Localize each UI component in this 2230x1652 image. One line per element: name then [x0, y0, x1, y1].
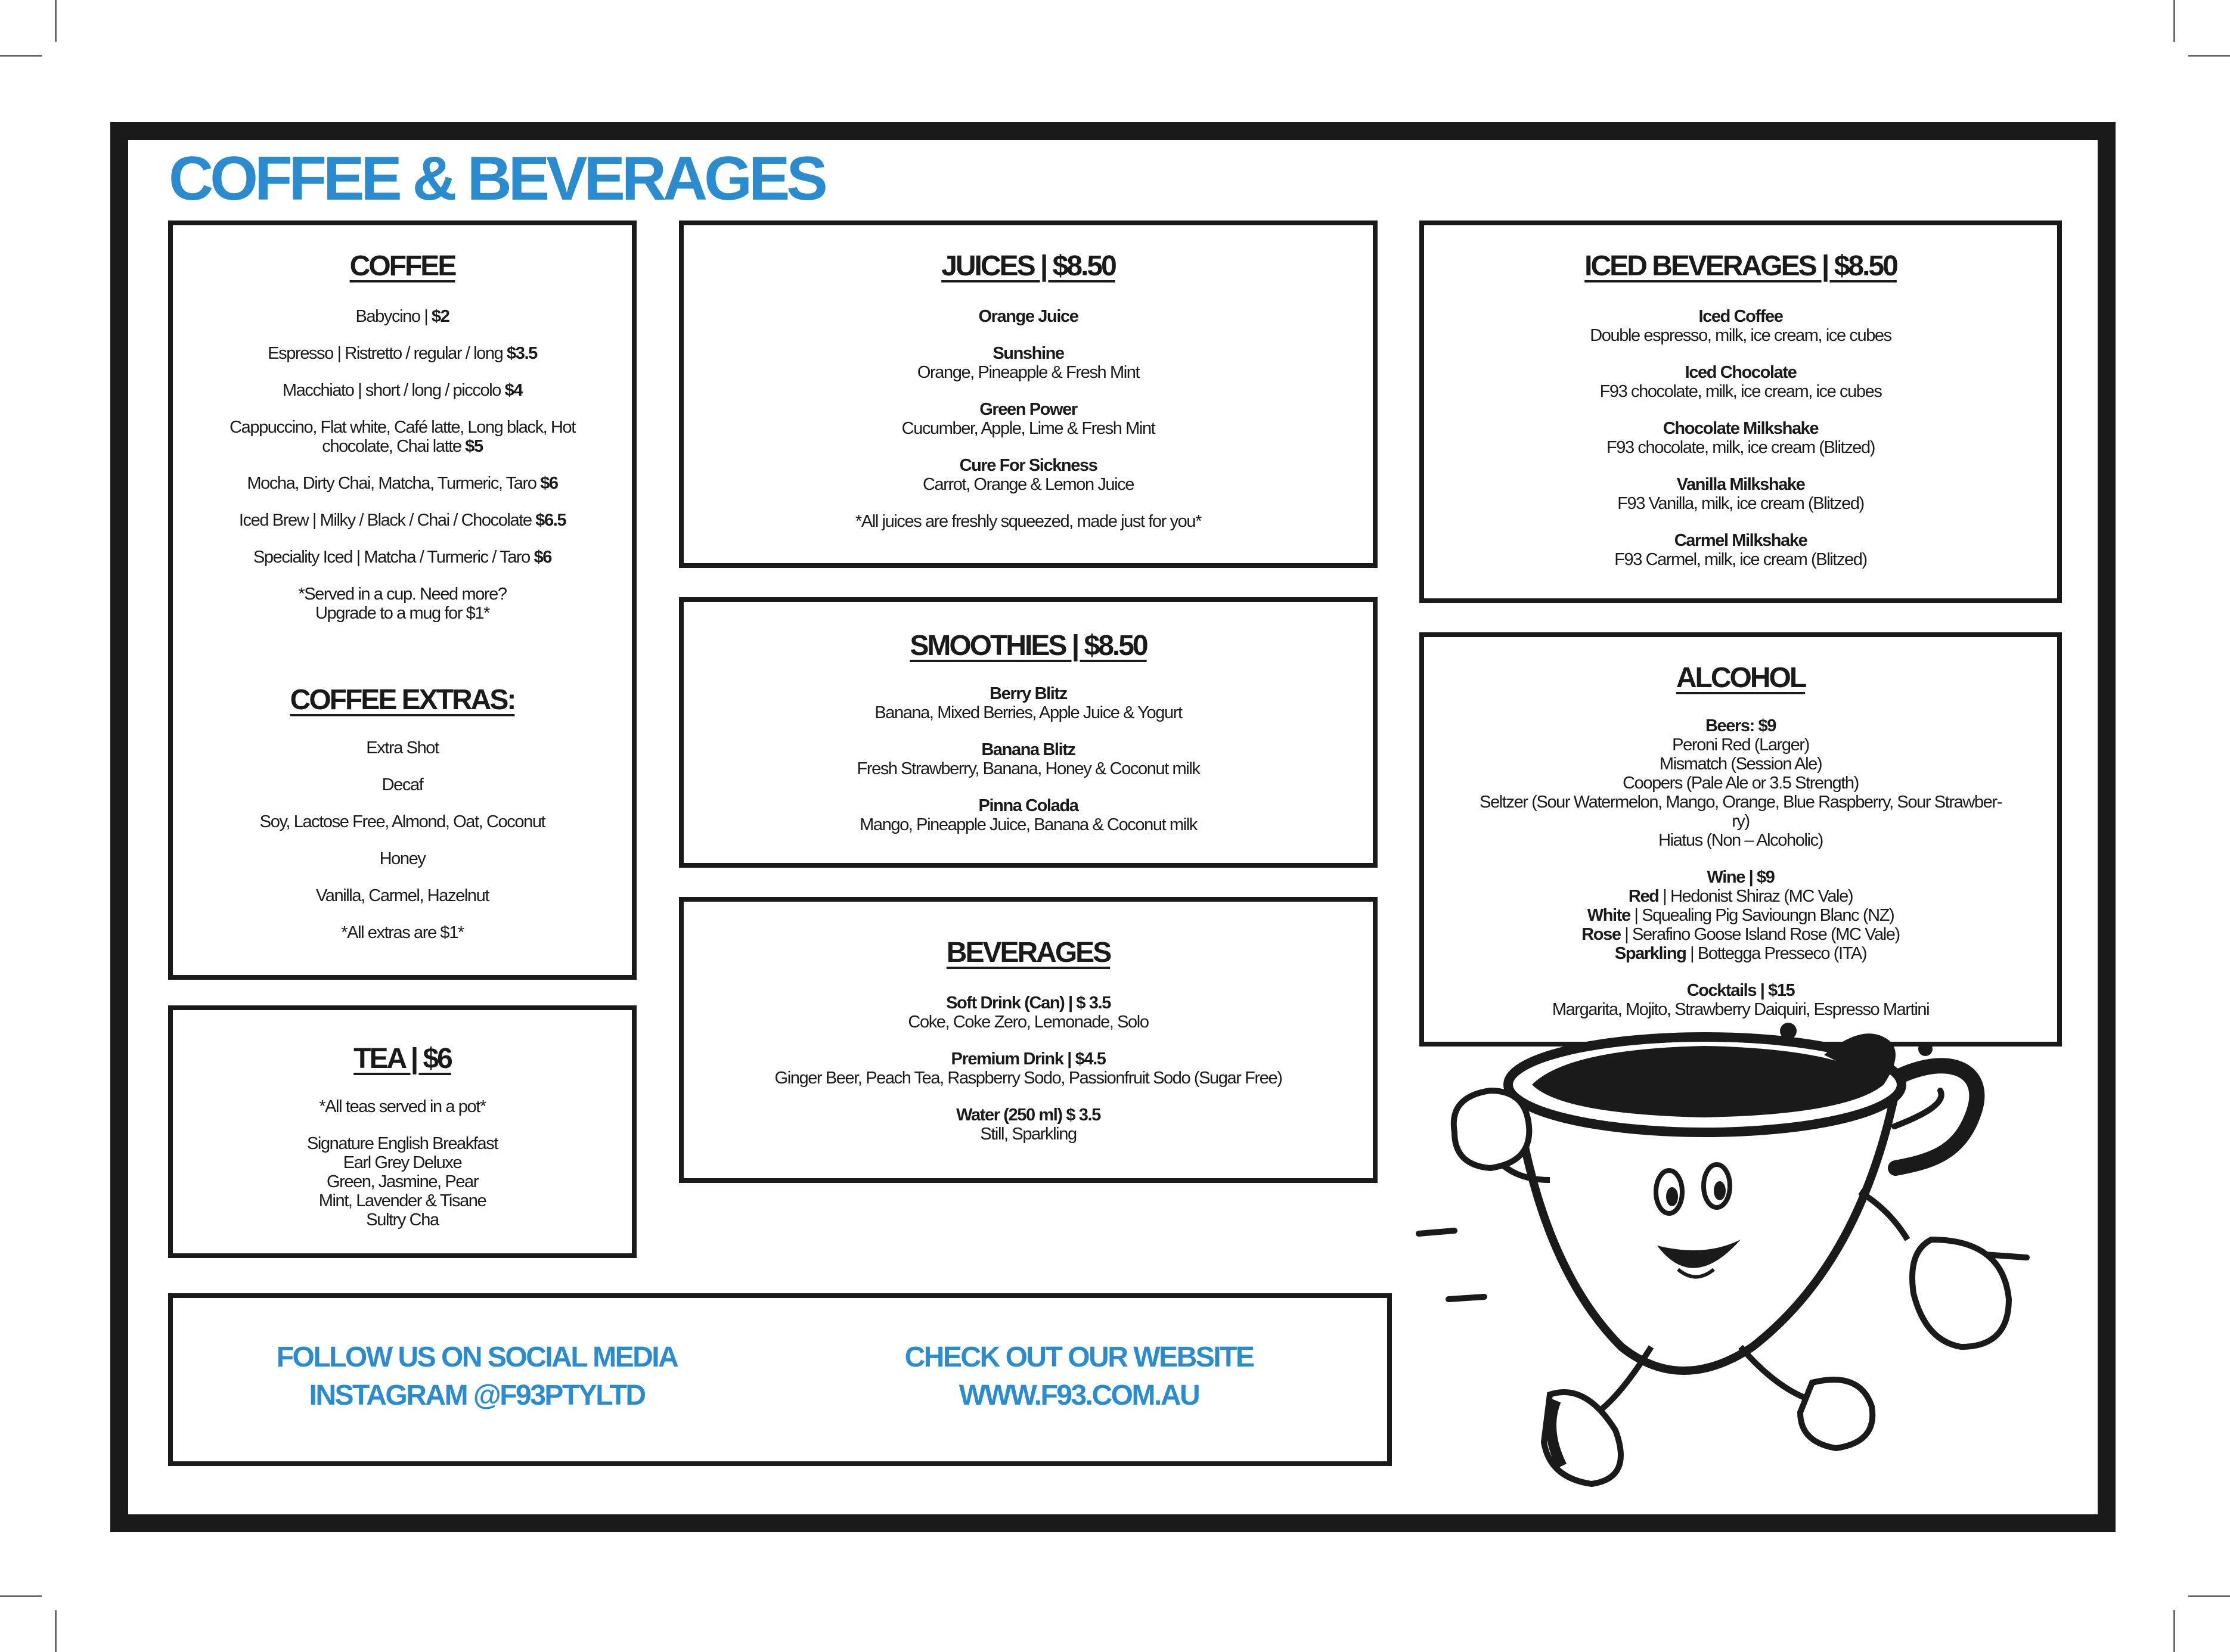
menu-item: Speciality Iced | Matcha / Turmeric / Taro $6	[253, 548, 552, 567]
iced-desc: F93 chocolate, milk, ice cream (Blitzed)	[1606, 438, 1875, 457]
juice-name: Sunshine	[993, 344, 1064, 363]
wine-item: Red | Hedonist Shiraz (MC Vale)	[1628, 887, 1853, 906]
crop-mark	[0, 1595, 42, 1597]
smoothie-name: Berry Blitz	[990, 684, 1067, 703]
crop-mark	[2188, 1595, 2230, 1597]
extra-item: Decaf	[382, 775, 423, 794]
iced-name: Carmel Milkshake	[1674, 531, 1807, 550]
beer-item: Mismatch (Session Ale)	[1659, 754, 1822, 774]
social-media-text	[238, 1339, 715, 1415]
tea-item: Earl Grey Deluxe	[343, 1153, 462, 1172]
iced-heading: ICED BEVERAGES | $8.50	[1584, 250, 1897, 282]
beer-item: Peroni Red (Larger)	[1672, 735, 1809, 754]
extra-item: Honey	[379, 849, 426, 868]
iced-desc: F93 Vanilla, milk, ice cream (Blitzed)	[1617, 494, 1864, 513]
coffee-note: *Served in a cup. Need more?	[298, 585, 507, 604]
menu-item: Mocha, Dirty Chai, Matcha, Turmeric, Taro $6	[247, 474, 558, 493]
smoothie-desc: Fresh Strawberry, Banana, Honey & Coconut milk	[857, 759, 1200, 778]
smoothie-name: Pinna Colada	[978, 796, 1078, 815]
menu-item: Macchiato | short / long / piccolo $4	[282, 381, 523, 400]
smoothies-section	[679, 597, 1378, 868]
instagram-handle[interactable]: INSTAGRAM @F93PTYLTD	[309, 1380, 645, 1411]
beer-item: ry)	[1732, 812, 1750, 831]
tea-item: Mint, Lavender & Tisane	[318, 1191, 486, 1210]
extra-item: Extra Shot	[366, 738, 439, 757]
coffee-heading: COFFEE	[349, 250, 455, 282]
crop-mark	[55, 1610, 57, 1652]
smoothie-desc: Mango, Pineapple Juice, Banana & Coconut milk	[860, 815, 1197, 834]
website-line: CHECK OUT OUR WEBSITE	[904, 1342, 1254, 1373]
juices-section	[679, 221, 1378, 568]
beverage-name: Premium Drink | $4.5	[951, 1049, 1106, 1069]
alcohol-section	[1419, 632, 2062, 1047]
smoothie-name: Banana Blitz	[981, 740, 1075, 759]
beer-item: Seltzer (Sour Watermelon, Mango, Orange, Blue Raspberry, Sour Strawber-	[1480, 793, 2002, 812]
alcohol-heading: ALCOHOL	[1676, 662, 1806, 694]
juice-name: Orange Juice	[978, 307, 1078, 326]
beverages-section	[679, 897, 1378, 1183]
extra-item: Soy, Lactose Free, Almond, Oat, Coconut	[259, 812, 545, 831]
juice-name: Green Power	[979, 400, 1077, 419]
smoothie-desc: Banana, Mixed Berries, Apple Juice & Yogurt	[874, 703, 1182, 722]
beverage-desc: Ginger Beer, Peach Tea, Raspberry Sodo, Passionfruit Sodo (Sugar Free)	[774, 1069, 1282, 1088]
tea-heading: TEA | $6	[353, 1043, 451, 1075]
iced-name: Iced Coffee	[1698, 307, 1783, 326]
iced-beverages-section	[1419, 221, 2062, 603]
running-coffee-cup-mascot-icon	[1371, 1013, 2074, 1532]
beverage-desc: Still, Sparkling	[980, 1125, 1077, 1144]
crop-mark	[0, 55, 42, 57]
tea-section	[168, 1005, 637, 1258]
website-text	[852, 1339, 1305, 1415]
beverage-name: Soft Drink (Can) | $ 3.5	[946, 993, 1111, 1013]
juice-desc: Cucumber, Apple, Lime & Fresh Mint	[901, 419, 1155, 438]
wine-label: Wine | $9	[1707, 868, 1775, 887]
cocktails-label: Cocktails | $15	[1686, 981, 1795, 1000]
crop-mark	[2173, 0, 2175, 42]
coffee-extras-heading: COFFEE EXTRAS:	[290, 684, 515, 716]
page-title: COFFEE & BEVERAGES	[169, 144, 824, 213]
wine-item: Sparkling | Bottegga Presseco (ITA)	[1614, 944, 1867, 963]
coffee-section	[168, 221, 637, 980]
coffee-note: Upgrade to a mug for $1*	[315, 604, 490, 623]
smoothies-heading: SMOOTHIES | $8.50	[910, 630, 1147, 662]
beverages-heading: BEVERAGES	[946, 937, 1111, 968]
crop-mark	[2173, 1610, 2175, 1652]
beer-item: Coopers (Pale Ale or 3.5 Strength)	[1623, 774, 1859, 793]
tea-note: *All teas served in a pot*	[319, 1097, 486, 1116]
beer-item: Hiatus (Non – Alcoholic)	[1658, 831, 1823, 850]
crop-mark	[2188, 55, 2230, 57]
extra-item: Vanilla, Carmel, Hazelnut	[315, 886, 489, 905]
beers-label: Beers: $9	[1705, 716, 1776, 735]
juice-name: Cure For Sickness	[959, 456, 1097, 475]
juice-desc: Orange, Pineapple & Fresh Mint	[917, 363, 1140, 382]
tea-item: Signature English Breakfast	[306, 1134, 498, 1153]
iced-name: Vanilla Milkshake	[1676, 475, 1805, 494]
juices-note: *All juices are freshly squeezed, made just for you*	[855, 512, 1202, 531]
tea-item: Green, Jasmine, Pear	[326, 1172, 479, 1191]
menu-item: Cappuccino, Flat white, Café latte, Long black, Hot chocolate, Chai latte $5	[229, 418, 575, 456]
juices-heading: JUICES | $8.50	[941, 250, 1115, 282]
iced-desc: F93 Carmel, milk, ice cream (Blitzed)	[1614, 550, 1867, 569]
iced-desc: F93 chocolate, milk, ice cream, ice cubes	[1599, 382, 1882, 401]
wine-item: White | Squealing Pig Savioungn Blanc (NZ)	[1587, 906, 1894, 925]
menu-item: Espresso | Ristretto / regular / long $3.5	[268, 344, 537, 363]
menu-item: Babycino | $2	[355, 307, 449, 326]
iced-name: Iced Chocolate	[1685, 363, 1797, 382]
menu-item: Iced Brew | Milky / Black / Chai / Chocolate $6.5	[238, 511, 566, 530]
iced-desc: Double espresso, milk, ice cream, ice cubes	[1590, 326, 1891, 345]
beverage-desc: Coke, Coke Zero, Lemonade, Solo	[908, 1013, 1149, 1032]
extras-note: *All extras are $1*	[341, 923, 464, 942]
iced-name: Chocolate Milkshake	[1663, 419, 1819, 438]
social-line: FOLLOW US ON SOCIAL MEDIA	[276, 1342, 678, 1373]
juice-desc: Carrot, Orange & Lemon Juice	[922, 475, 1134, 494]
tea-item: Sultry Cha	[366, 1210, 439, 1229]
website-link[interactable]: WWW.F93.COM.AU	[959, 1380, 1199, 1411]
wine-item: Rose | Serafino Goose Island Rose (MC Vale)	[1581, 925, 1900, 944]
crop-mark	[55, 0, 57, 42]
cocktails-desc: Margarita, Mojito, Strawberry Daiquiri, Espresso Martini	[1552, 1000, 1930, 1019]
beverage-name: Water (250 ml) $ 3.5	[956, 1106, 1100, 1125]
